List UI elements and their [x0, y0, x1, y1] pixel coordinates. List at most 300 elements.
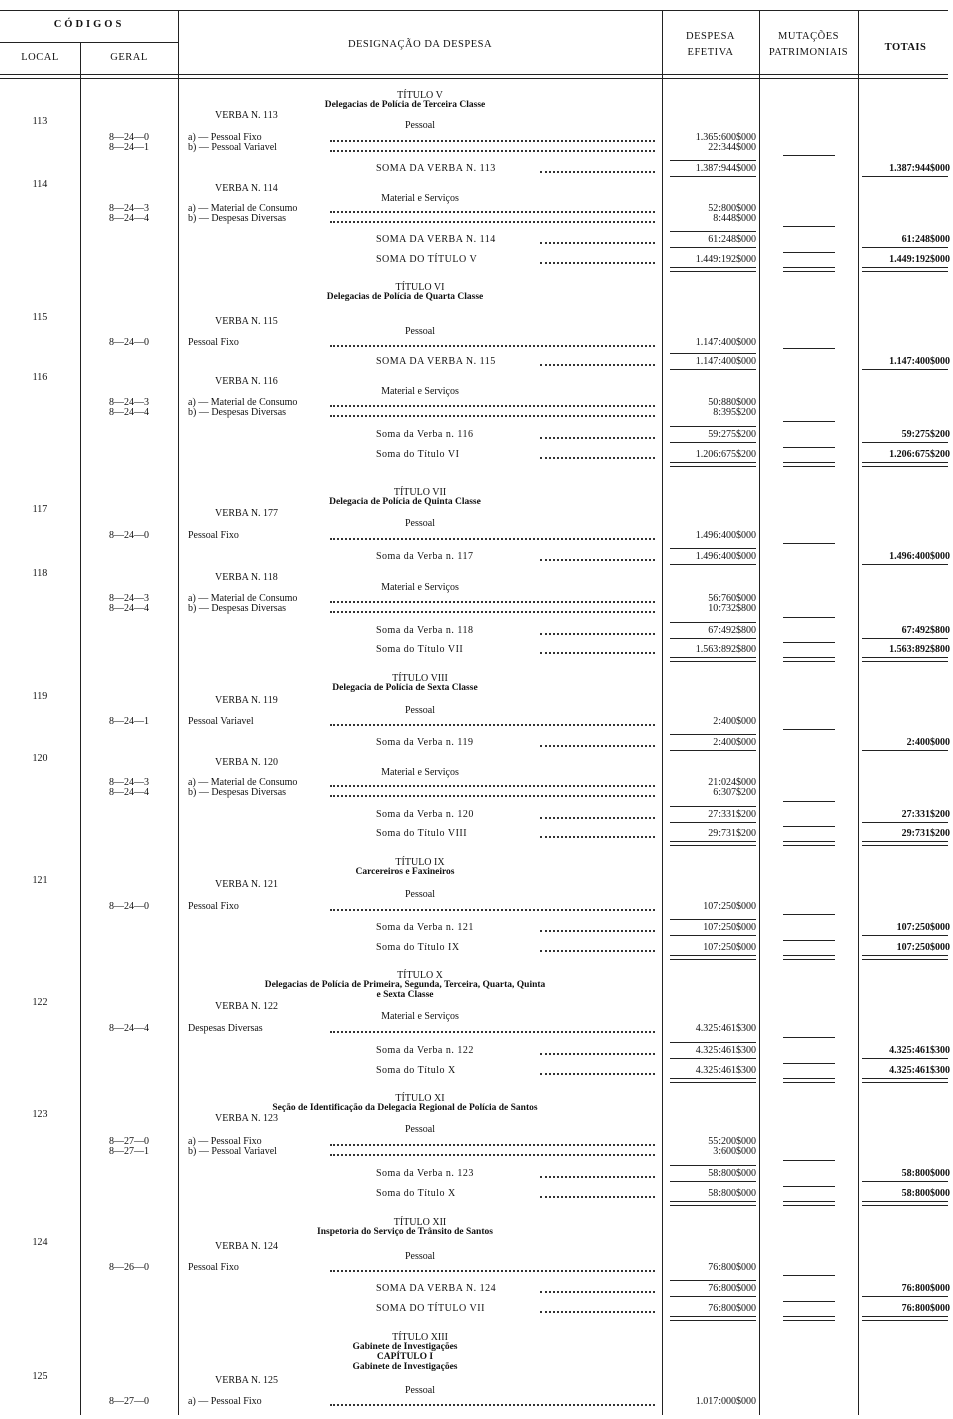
total-value: 27:331$200 [901, 809, 950, 820]
despesa-double-rule [670, 955, 756, 960]
mutacoes-rule [783, 348, 835, 349]
leader-dots [330, 538, 655, 540]
local-code: 117 [32, 504, 48, 515]
geral-code: 8—24—4 [109, 1023, 149, 1034]
expense-item: a) — Material de Consumo [188, 397, 298, 408]
totais-double-rule [862, 657, 948, 662]
section-subtitle: Delegacias de Polícia de Terceira Classe [324, 100, 486, 110]
header-bottom-rule [0, 74, 948, 75]
totais-double-rule [862, 462, 948, 467]
totais-rule [862, 1058, 948, 1059]
mutacoes-rule [783, 543, 835, 544]
despesa-double-rule [670, 1078, 756, 1083]
despesa-double-rule [670, 1316, 756, 1321]
total-value: 58:800$000 [901, 1168, 950, 1179]
column-divider-local [80, 42, 81, 1415]
leader-dots [540, 930, 655, 932]
leader-dots [540, 242, 655, 244]
despesa-double-rule [670, 657, 756, 662]
verba-heading: VERBA N. 115 [215, 316, 278, 327]
geral-code: 8—24—0 [109, 132, 149, 143]
geral-code: 8—24—3 [109, 397, 149, 408]
geral-code: 8—24—3 [109, 203, 149, 214]
despesa-value: 50:880$000 [708, 397, 756, 408]
despesa-value: 6:307$200 [713, 787, 756, 798]
sum-label: Soma da Verba n. 121 [376, 922, 474, 933]
mutacoes-double-rule [783, 657, 835, 662]
sum-label: Soma da Verba n. 117 [376, 551, 474, 562]
mutacoes-rule [783, 421, 835, 422]
mutacoes-rule [783, 617, 835, 618]
section-title: TÍTULO XIII [392, 1332, 448, 1343]
despesa-value: 52:800$000 [708, 203, 756, 214]
group-heading: Pessoal [405, 326, 435, 337]
leader-dots [540, 437, 655, 439]
section-subtitle: Delegacia de Polícia de Quinta Classe [329, 497, 481, 507]
sum-label: SOMA DA VERBA N. 115 [376, 356, 496, 367]
expense-item: Pessoal Fixo [188, 530, 239, 541]
header-codigos: CÓDIGOS [53, 19, 125, 30]
despesa-value: 76:800$000 [708, 1262, 756, 1273]
section-subtitle: Delegacias de Polícia de Primeira, Segunda, Terceira, Quarta, Quinta [264, 980, 546, 990]
despesa-value: 2:400$000 [713, 716, 756, 727]
local-code: 114 [32, 179, 48, 190]
table-top-rule [0, 10, 948, 11]
geral-code: 8—27—0 [109, 1136, 149, 1147]
totais-rule [862, 822, 948, 823]
despesa-rule-under [670, 750, 756, 751]
total-value: 59:275$200 [901, 429, 950, 440]
despesa-rule [670, 622, 756, 623]
geral-code: 8—24—4 [109, 213, 149, 224]
sum-label: Soma da Verba n. 119 [376, 737, 474, 748]
despesa-value: 22:344$000 [708, 142, 756, 153]
expense-item: a) — Material de Consumo [188, 593, 298, 604]
despesa-value: 1.387:944$000 [695, 163, 756, 174]
sum-label: Soma da Verba n. 123 [376, 1168, 474, 1179]
local-code: 116 [32, 372, 48, 383]
despesa-value: 107:250$000 [703, 942, 756, 953]
leader-dots [540, 364, 655, 366]
despesa-value: 61:248$000 [708, 234, 756, 245]
despesa-rule [670, 231, 756, 232]
despesa-rule [670, 426, 756, 427]
mutacoes-double-rule [783, 841, 835, 846]
expense-item: Pessoal Fixo [188, 337, 239, 348]
despesa-value: 2:400$000 [713, 737, 756, 748]
despesa-rule [670, 1165, 756, 1166]
group-heading: Pessoal [405, 1385, 435, 1396]
section-title: TÍTULO XII [393, 1217, 447, 1228]
despesa-value: 4.325:461$300 [695, 1023, 756, 1034]
geral-code: 8—24—0 [109, 337, 149, 348]
section-subtitle: Seção de Identificação da Delegacia Regional de Polícia de Santos [272, 1103, 538, 1113]
despesa-value: 55:200$000 [708, 1136, 756, 1147]
geral-code: 8—24—3 [109, 593, 149, 604]
despesa-rule [670, 734, 756, 735]
sum-label: Soma da Verba n. 122 [376, 1045, 474, 1056]
verba-heading: VERBA N. 114 [215, 183, 278, 194]
total-value: 76:800$000 [901, 1303, 950, 1314]
totais-rule [862, 247, 948, 248]
leader-dots [330, 415, 655, 417]
despesa-value: 76:800$000 [708, 1283, 756, 1294]
group-heading: Material e Serviços [381, 386, 459, 397]
verba-heading: VERBA N. 123 [215, 1113, 279, 1124]
verba-heading: VERBA N. 120 [215, 757, 279, 768]
mutacoes-double-rule [783, 267, 835, 272]
section-title: TÍTULO X [397, 970, 443, 981]
leader-dots [540, 1291, 655, 1293]
leader-dots [330, 1404, 655, 1406]
section-title: TÍTULO V [397, 90, 443, 101]
totais-double-rule [862, 1078, 948, 1083]
local-code: 124 [32, 1237, 48, 1248]
verba-heading: VERBA N. 177 [215, 508, 279, 519]
geral-code: 8—24—4 [109, 407, 149, 418]
mutacoes-rule [783, 729, 835, 730]
leader-dots [330, 211, 655, 213]
mutacoes-rule [783, 914, 835, 915]
despesa-value: 58:800$000 [708, 1168, 756, 1179]
header-mutacoes: MUTAÇÕES PATRIMONIAIS [768, 31, 849, 59]
section-subtitle: Gabinete de Investigações [352, 1362, 458, 1372]
sum-label: Soma do Título VIII [376, 828, 468, 839]
geral-code: 8—24—3 [109, 777, 149, 788]
leader-dots [540, 745, 655, 747]
despesa-value: 1.449:192$000 [695, 254, 756, 265]
despesa-rule-under [670, 176, 756, 177]
leader-dots [330, 1270, 655, 1272]
total-value: 4.325:461$300 [889, 1065, 950, 1076]
leader-dots [540, 1176, 655, 1178]
leader-dots [540, 171, 655, 173]
section-title: TÍTULO VII [393, 487, 447, 498]
leader-dots [540, 457, 655, 459]
total-value: 67:492$800 [901, 625, 950, 636]
despesa-value: 1.496:400$000 [695, 551, 756, 562]
geral-code: 8—24—1 [109, 716, 149, 727]
leader-dots [540, 633, 655, 635]
sum-label: Soma da Verba n. 118 [376, 625, 474, 636]
local-code: 123 [32, 1109, 48, 1120]
despesa-rule [670, 353, 756, 354]
verba-heading: VERBA N. 119 [215, 695, 278, 706]
mutacoes-rule [783, 1160, 835, 1161]
sum-label: Soma da Verba n. 116 [376, 429, 474, 440]
local-code: 121 [32, 875, 48, 886]
group-heading: Pessoal [405, 705, 435, 716]
despesa-value: 1.017:000$000 [695, 1396, 756, 1407]
leader-dots [540, 262, 655, 264]
leader-dots [540, 1311, 655, 1313]
verba-heading: VERBA N. 125 [215, 1375, 279, 1386]
geral-code: 8—27—0 [109, 1396, 149, 1407]
group-heading: Material e Serviços [381, 767, 459, 778]
despesa-rule [670, 806, 756, 807]
header-geral: GERAL [110, 52, 148, 63]
verba-heading: VERBA N. 121 [215, 879, 279, 890]
leader-dots [330, 1154, 655, 1156]
totais-double-rule [862, 1316, 948, 1321]
total-value: 1.449:192$000 [889, 254, 950, 265]
column-divider-despesa [759, 10, 760, 1415]
group-heading: Material e Serviços [381, 1011, 459, 1022]
mutacoes-double-rule [783, 1201, 835, 1206]
sum-label: Soma do Título VI [376, 449, 460, 460]
section-subtitle: Carcereiros e Faxineiros [355, 867, 455, 877]
leader-dots [330, 221, 655, 223]
sum-label: Soma do Título X [376, 1188, 456, 1199]
section-subtitle: Delegacias de Polícia de Quarta Classe [326, 292, 484, 302]
mutacoes-rule [783, 1037, 835, 1038]
total-value: 1.563:892$800 [889, 644, 950, 655]
despesa-value: 107:250$000 [703, 922, 756, 933]
leader-dots [330, 795, 655, 797]
mutacoes-rule [783, 642, 835, 643]
despesa-value: 1.147:400$000 [695, 337, 756, 348]
leader-dots [330, 140, 655, 142]
sum-label: SOMA DA VERBA N. 113 [376, 163, 496, 174]
mutacoes-rule [783, 1186, 835, 1187]
sum-label: SOMA DO TÍTULO VII [376, 1303, 485, 1314]
codigos-rule [0, 42, 178, 43]
leader-dots [330, 785, 655, 787]
mutacoes-rule [783, 226, 835, 227]
local-code: 115 [32, 312, 48, 323]
group-heading: Pessoal [405, 889, 435, 900]
totais-rule [862, 750, 948, 751]
column-divider-geral [178, 10, 179, 1415]
despesa-rule-under [670, 247, 756, 248]
despesa-double-rule [670, 267, 756, 272]
despesa-value: 8:395$200 [713, 407, 756, 418]
header-local: LOCAL [21, 52, 59, 63]
section-subtitle: Gabinete de Investigações [352, 1342, 458, 1352]
verba-heading: VERBA N. 118 [215, 572, 278, 583]
mutacoes-double-rule [783, 462, 835, 467]
totais-rule [862, 564, 948, 565]
total-value: 2:400$000 [906, 737, 950, 748]
verba-heading: VERBA N. 116 [215, 376, 278, 387]
despesa-value: 29:731$200 [708, 828, 756, 839]
totais-double-rule [862, 267, 948, 272]
sum-label: Soma do Título IX [376, 942, 460, 953]
mutacoes-rule [783, 940, 835, 941]
mutacoes-rule [783, 1063, 835, 1064]
geral-code: 8—24—4 [109, 787, 149, 798]
totais-rule [862, 1181, 948, 1182]
despesa-value: 1.496:400$000 [695, 530, 756, 541]
group-heading: Pessoal [405, 518, 435, 529]
total-value: 1.147:400$000 [889, 356, 950, 367]
totais-rule [862, 638, 948, 639]
despesa-value: 27:331$200 [708, 809, 756, 820]
despesa-rule-under [670, 369, 756, 370]
sum-label: SOMA DA VERBA N. 114 [376, 234, 496, 245]
totais-double-rule [862, 841, 948, 846]
despesa-value: 8:448$000 [713, 213, 756, 224]
totais-double-rule [862, 955, 948, 960]
total-value: 58:800$000 [901, 1188, 950, 1199]
despesa-value: 59:275$200 [708, 429, 756, 440]
despesa-value: 76:800$000 [708, 1303, 756, 1314]
sum-label: Soma da Verba n. 120 [376, 809, 474, 820]
despesa-rule [670, 548, 756, 549]
despesa-value: 4.325:461$300 [695, 1065, 756, 1076]
sum-label: SOMA DO TÍTULO V [376, 254, 478, 265]
despesa-rule [670, 1042, 756, 1043]
despesa-rule-under [670, 1058, 756, 1059]
expense-item: a) — Pessoal Fixo [188, 132, 262, 143]
leader-dots [540, 1053, 655, 1055]
expense-item: b) — Despesas Diversas [188, 603, 287, 614]
total-value: 1.496:400$000 [889, 551, 950, 562]
geral-code: 8—24—1 [109, 142, 149, 153]
despesa-rule-under [670, 822, 756, 823]
leader-dots [330, 1031, 655, 1033]
geral-code: 8—27—1 [109, 1146, 149, 1157]
leader-dots [330, 601, 655, 603]
mutacoes-rule [783, 826, 835, 827]
totais-rule [862, 1296, 948, 1297]
total-value: 107:250$000 [896, 922, 950, 933]
column-divider-mutacoes [858, 10, 859, 1415]
expense-item: Pessoal Variavel [188, 716, 254, 727]
total-value: 107:250$000 [896, 942, 950, 953]
leader-dots [330, 1144, 655, 1146]
section-title: TÍTULO VIII [392, 673, 448, 684]
geral-code: 8—24—0 [109, 530, 149, 541]
despesa-value: 3:600$000 [713, 1146, 756, 1157]
despesa-rule-under [670, 442, 756, 443]
totais-rule [862, 369, 948, 370]
section-title: TÍTULO XI [395, 1093, 445, 1104]
section-subtitle: Delegacia de Polícia de Sexta Classe [332, 683, 478, 693]
geral-code: 8—26—0 [109, 1262, 149, 1273]
total-value: 61:248$000 [901, 234, 950, 245]
geral-code: 8—24—4 [109, 603, 149, 614]
mutacoes-double-rule [783, 955, 835, 960]
expense-item: b) — Despesas Diversas [188, 407, 287, 418]
mutacoes-rule [783, 801, 835, 802]
group-heading: Material e Serviços [381, 582, 459, 593]
header-totais: TOTAIS [884, 42, 927, 53]
local-code: 120 [32, 753, 48, 764]
despesa-rule-under [670, 935, 756, 936]
section-title: TÍTULO IX [395, 857, 445, 868]
totais-double-rule [862, 1201, 948, 1206]
leader-dots [540, 559, 655, 561]
despesa-value: 58:800$000 [708, 1188, 756, 1199]
leader-dots [540, 836, 655, 838]
section-subtitle: CAPÍTULO I [376, 1352, 434, 1362]
local-code: 113 [32, 116, 48, 127]
leader-dots [540, 817, 655, 819]
local-code: 118 [32, 568, 48, 579]
expense-item: a) — Pessoal Fixo [188, 1396, 262, 1407]
totais-rule [862, 935, 948, 936]
despesa-value: 4.325:461$300 [695, 1045, 756, 1056]
despesa-value: 1.206:675$200 [695, 449, 756, 460]
totais-rule [862, 176, 948, 177]
geral-code: 8—24—0 [109, 901, 149, 912]
leader-dots [540, 1196, 655, 1198]
local-code: 119 [32, 691, 48, 702]
header-despesa: DESPESA EFETIVA [685, 31, 735, 59]
total-value: 29:731$200 [901, 828, 950, 839]
despesa-value: 1.563:892$800 [695, 644, 756, 655]
despesa-rule-under [670, 1296, 756, 1297]
verba-heading: VERBA N. 124 [215, 1241, 279, 1252]
despesa-double-rule [670, 841, 756, 846]
totais-rule [862, 442, 948, 443]
header-bottom-rule-2 [0, 78, 948, 79]
group-heading: Pessoal [405, 1124, 435, 1135]
leader-dots [330, 724, 655, 726]
expense-item: Pessoal Fixo [188, 901, 239, 912]
mutacoes-rule [783, 1301, 835, 1302]
mutacoes-double-rule [783, 1078, 835, 1083]
group-heading: Pessoal [405, 120, 435, 131]
local-code: 122 [32, 997, 48, 1008]
leader-dots [330, 611, 655, 613]
local-code: 125 [32, 1371, 48, 1382]
expense-item: b) — Despesas Diversas [188, 213, 287, 224]
sum-label: SOMA DA VERBA N. 124 [376, 1283, 497, 1294]
leader-dots [540, 1073, 655, 1075]
mutacoes-double-rule [783, 1316, 835, 1321]
group-heading: Pessoal [405, 1251, 435, 1262]
expense-item: b) — Pessoal Variavel [188, 1146, 277, 1157]
section-title: TÍTULO VI [395, 282, 445, 293]
sum-label: Soma do Título VII [376, 644, 464, 655]
mutacoes-rule [783, 252, 835, 253]
header-designacao: DESIGNAÇÃO DA DESPESA [347, 39, 493, 50]
total-value: 1.387:944$000 [889, 163, 950, 174]
despesa-rule [670, 160, 756, 161]
sum-label: Soma do Título X [376, 1065, 456, 1076]
total-value: 76:800$000 [901, 1283, 950, 1294]
expense-item: Pessoal Fixo [188, 1262, 239, 1273]
despesa-value: 21:024$000 [708, 777, 756, 788]
expense-item: b) — Despesas Diversas [188, 787, 287, 798]
verba-heading: VERBA N. 122 [215, 1001, 279, 1012]
leader-dots [330, 909, 655, 911]
section-subtitle: Inspetoria do Serviço de Trânsito de Santos [317, 1227, 493, 1237]
despesa-double-rule [670, 462, 756, 467]
total-value: 4.325:461$300 [889, 1045, 950, 1056]
despesa-value: 56:760$000 [708, 593, 756, 604]
despesa-rule-under [670, 564, 756, 565]
despesa-value: 1.147:400$000 [695, 356, 756, 367]
expense-item: a) — Pessoal Fixo [188, 1136, 262, 1147]
group-heading: Material e Serviços [381, 193, 459, 204]
despesa-value: 10:732$800 [708, 603, 756, 614]
despesa-rule [670, 1280, 756, 1281]
mutacoes-rule [783, 447, 835, 448]
leader-dots [330, 150, 655, 152]
expense-item: Despesas Diversas [188, 1023, 263, 1034]
despesa-rule-under [670, 638, 756, 639]
despesa-value: 107:250$000 [703, 901, 756, 912]
expense-item: a) — Material de Consumo [188, 777, 298, 788]
despesa-rule-under [670, 1181, 756, 1182]
leader-dots [540, 950, 655, 952]
despesa-value: 1.365:600$000 [695, 132, 756, 143]
mutacoes-rule [783, 1275, 835, 1276]
despesa-double-rule [670, 1201, 756, 1206]
